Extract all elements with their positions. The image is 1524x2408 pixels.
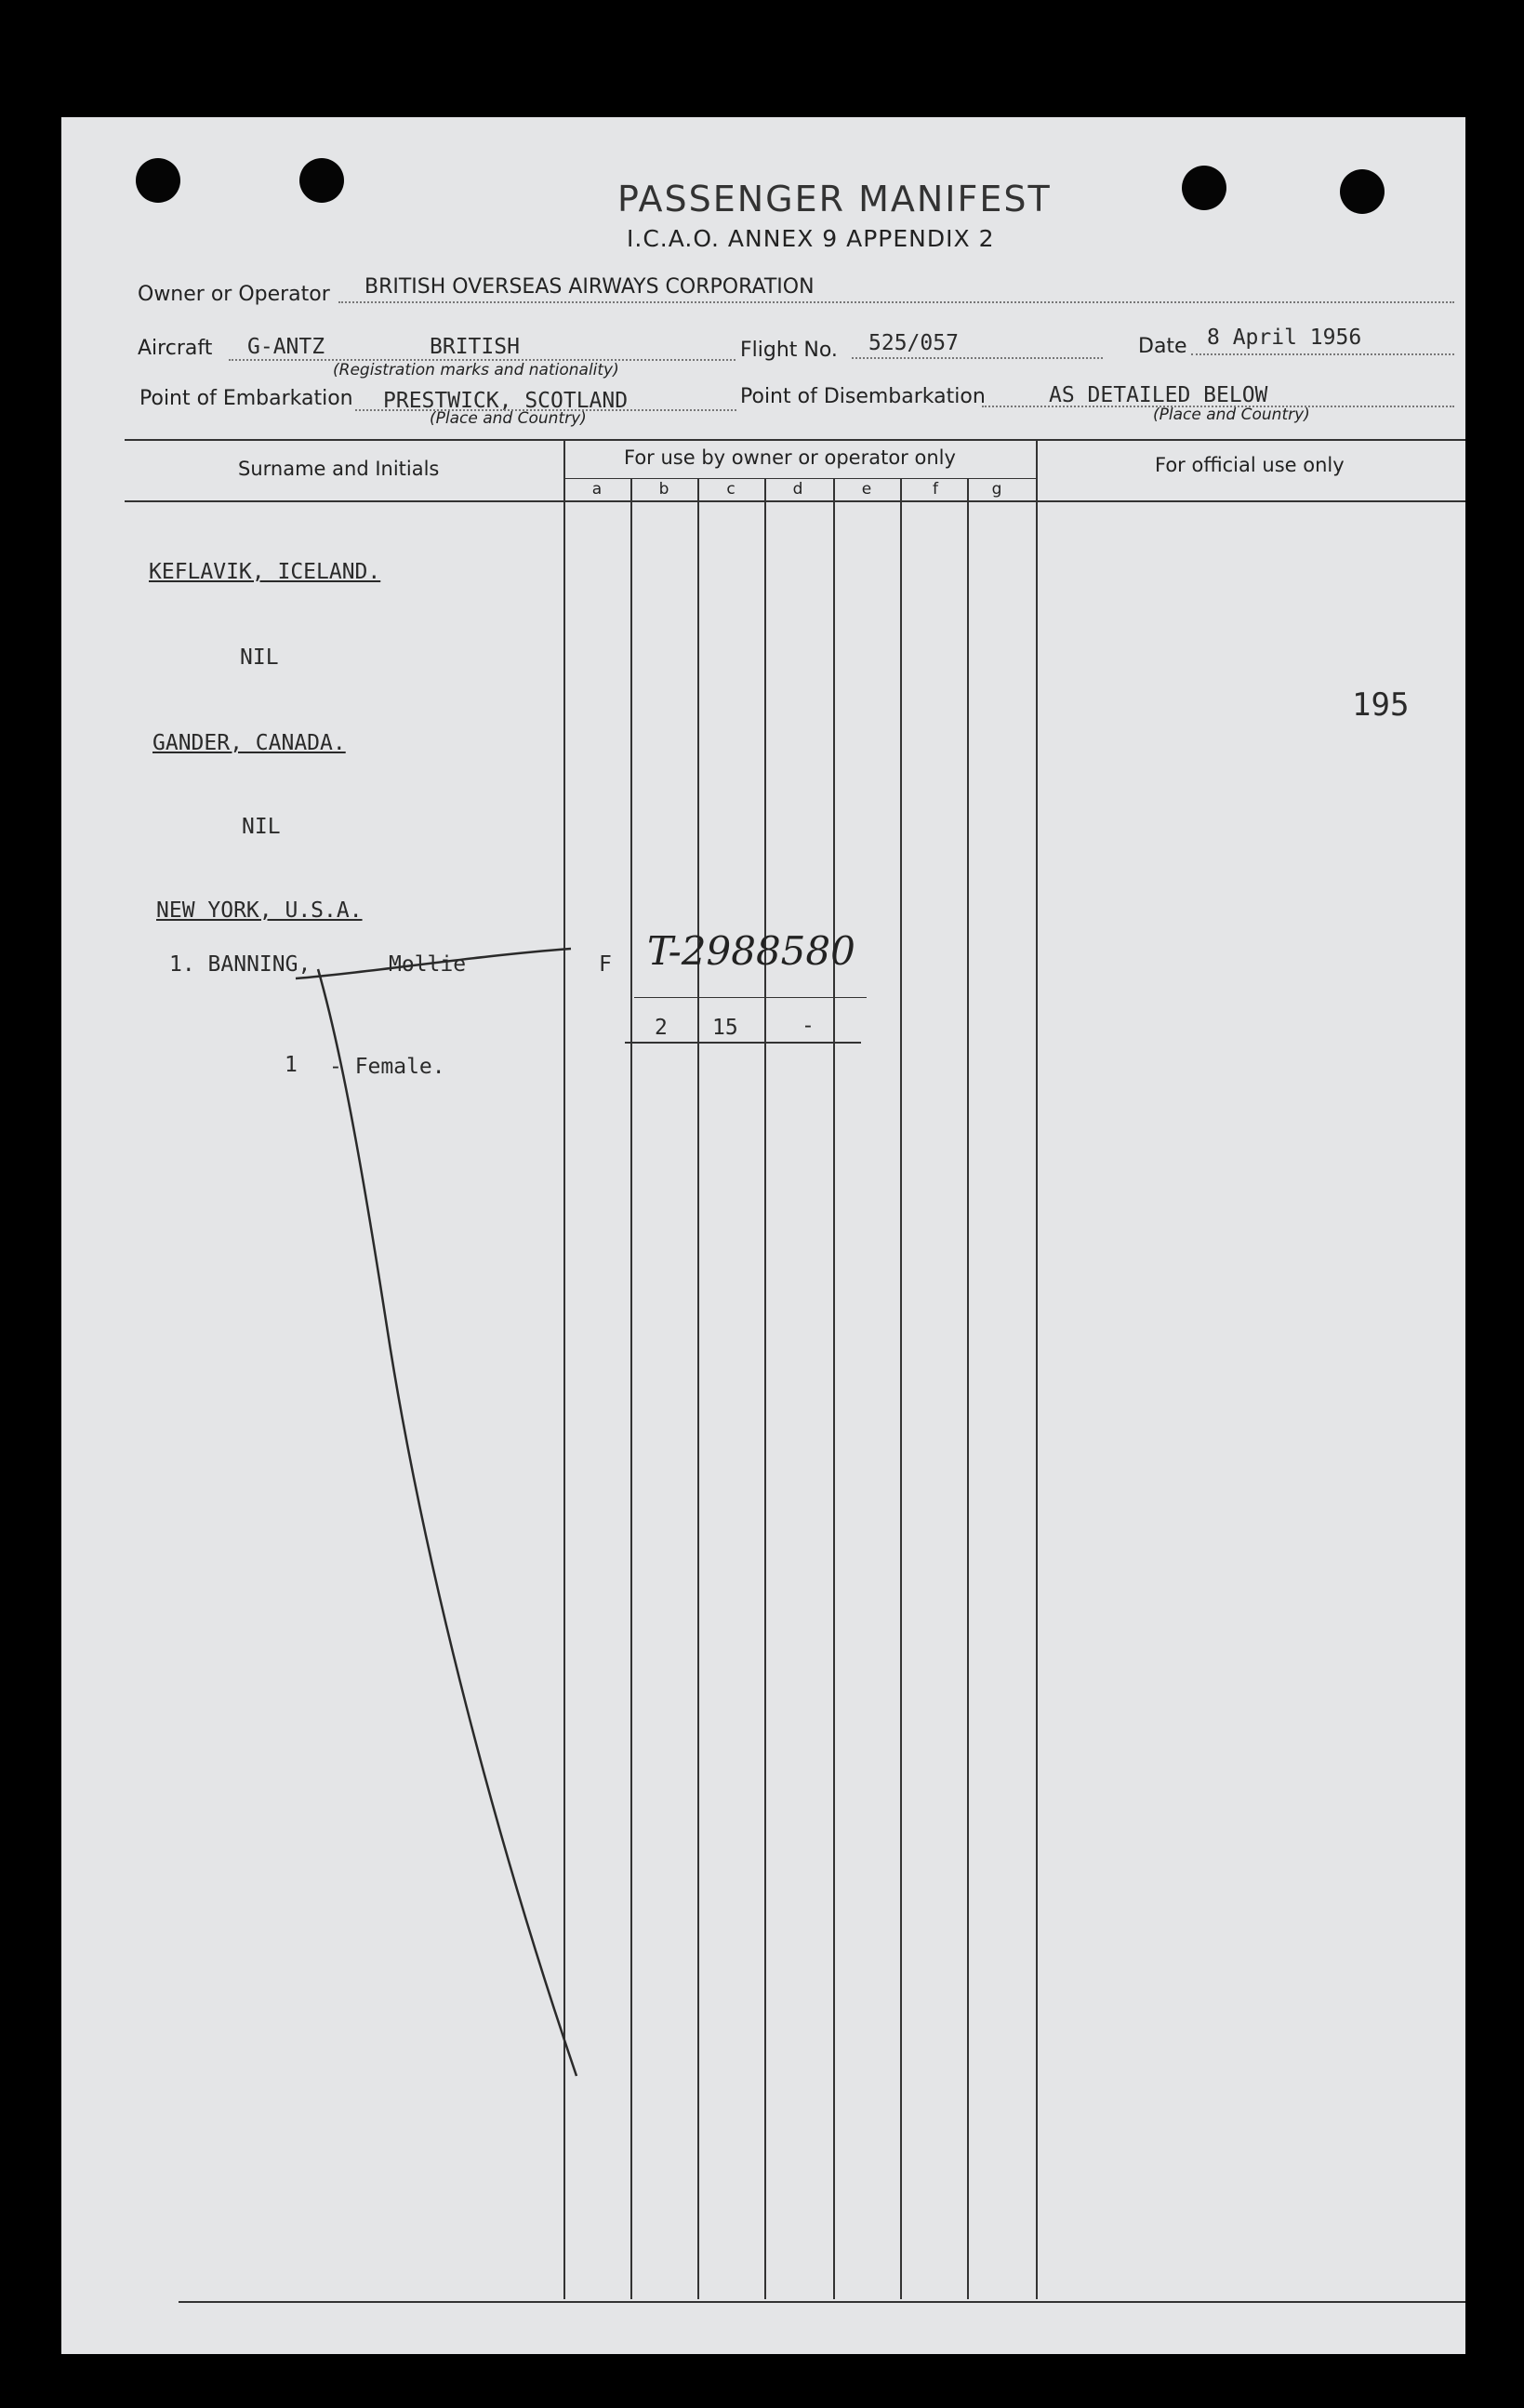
subcol-c: c <box>726 480 735 499</box>
subcol-g: g <box>991 480 1002 499</box>
aircraft-note: (Registration marks and nationality) <box>333 361 619 379</box>
destination-keflavik-value: NIL <box>240 645 279 670</box>
passenger-sex: F <box>599 952 612 977</box>
total-label: - Female. <box>329 1055 445 1079</box>
subcol-d: d <box>792 480 803 499</box>
subcol-a: a <box>591 480 603 499</box>
embarkation-label: Point of Embarkation <box>139 387 353 410</box>
aircraft-label: Aircraft <box>138 337 213 360</box>
disembarkation-value: AS DETAILED BELOW <box>1049 383 1268 407</box>
passenger-handwritten-number: T-2988580 <box>647 928 855 974</box>
date-label: Date <box>1138 335 1187 358</box>
passenger-cell-d: - <box>802 1014 815 1038</box>
destination-new-york: NEW YORK, U.S.A. <box>156 898 363 923</box>
date-value: 8 April 1956 <box>1207 326 1362 350</box>
header-surname: Surname and Initials <box>238 458 440 480</box>
page-subtitle: I.C.A.O. ANNEX 9 APPENDIX 2 <box>627 225 995 252</box>
official-stamp-number: 195 <box>1352 686 1410 724</box>
subcol-b: b <box>658 480 669 499</box>
flight-label: Flight No. <box>740 339 838 362</box>
subcol-e: e <box>861 480 872 499</box>
destination-gander-value: NIL <box>242 815 281 839</box>
aircraft-registration: G-ANTZ <box>247 335 325 359</box>
passenger-cell-c: 15 <box>712 1016 738 1040</box>
disembarkation-label: Point of Disembarkation <box>740 385 986 408</box>
header-owner-use: For use by owner or operator only <box>624 446 956 469</box>
handwritten-strokes <box>61 117 1465 2354</box>
subcol-f: f <box>933 480 938 499</box>
embarkation-note: (Place and Country) <box>430 409 587 428</box>
owner-value: BRITISH OVERSEAS AIRWAYS CORPORATION <box>364 275 815 299</box>
disembarkation-note: (Place and Country) <box>1153 406 1310 424</box>
passenger-cell-b: 2 <box>655 1016 668 1040</box>
flight-number: 525/057 <box>868 331 959 355</box>
passenger-first-name: Mollie <box>389 952 467 977</box>
owner-label: Owner or Operator <box>138 283 330 306</box>
total-count: 1 <box>285 1053 298 1077</box>
header-official-use: For official use only <box>1155 454 1345 476</box>
embarkation-value: PRESTWICK, SCOTLAND <box>383 389 629 413</box>
passenger-surname: 1. BANNING, <box>169 952 311 977</box>
destination-gander: GANDER, CANADA. <box>152 731 346 755</box>
destination-keflavik: KEFLAVIK, ICELAND. <box>149 560 381 584</box>
aircraft-nationality: BRITISH <box>430 335 520 359</box>
manifest-sheet <box>61 117 1465 2354</box>
page-title: PASSENGER MANIFEST <box>617 179 1052 220</box>
